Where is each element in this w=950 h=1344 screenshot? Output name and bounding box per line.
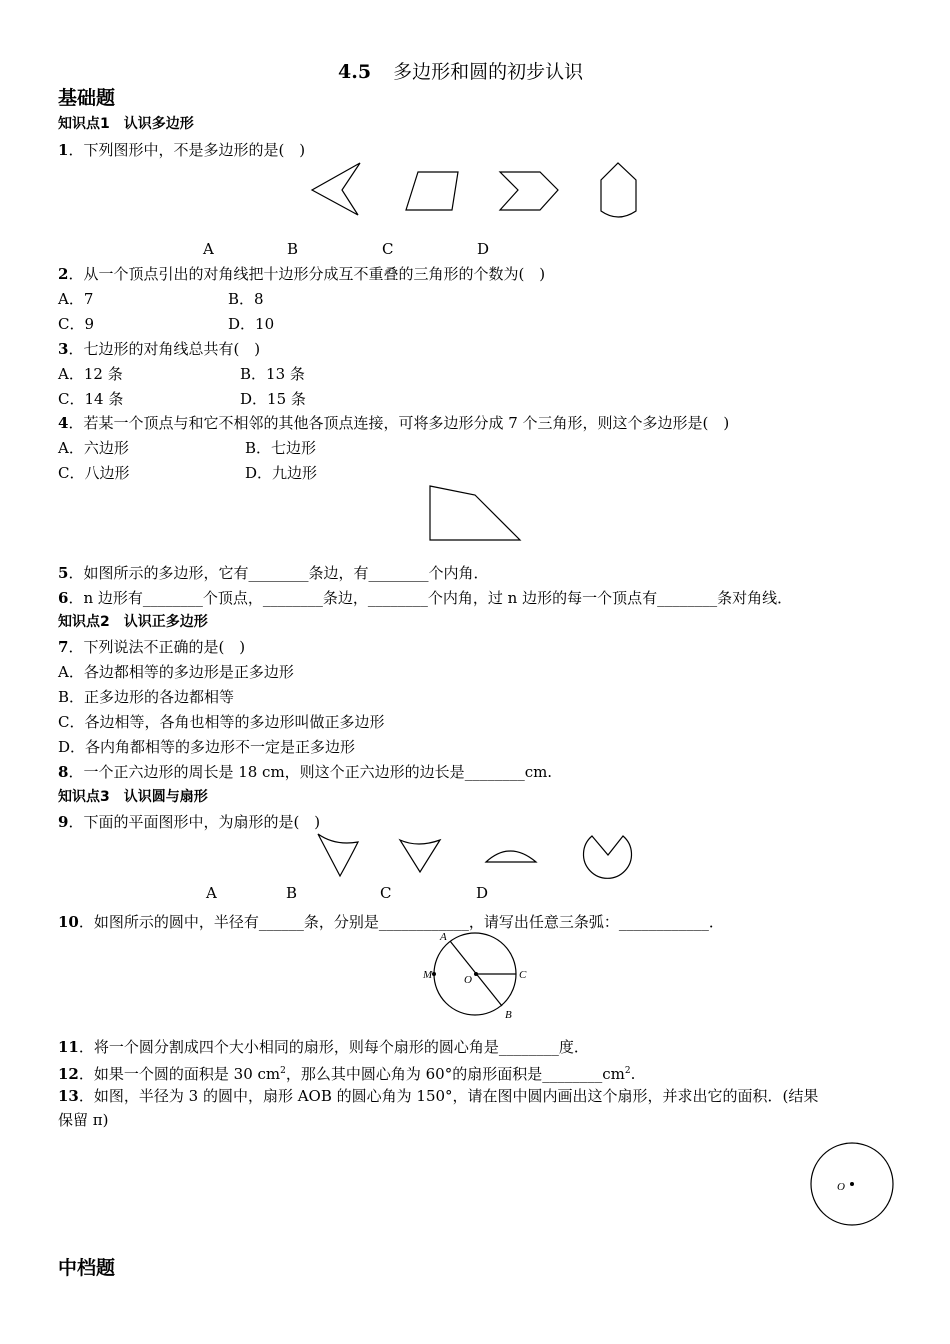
- q9-label-d: D: [476, 884, 489, 902]
- question-10: 10．如图所示的圆中，半径有______条，分别是____________，请写出任意三条弧：____________．: [58, 913, 724, 931]
- point-o-label: O: [464, 974, 472, 986]
- q1-label-a: A: [203, 240, 214, 258]
- q2-option-d: D．10: [228, 315, 275, 333]
- question-8: 8．一个正六边形的周长是 18 cm，则这个正六边形的边长是________cm.: [58, 763, 553, 781]
- question-13: 13．如图，半径为 3 的圆中，扇形 AOB 的圆心角为 150°，请在图中圆内画出这个扇形，并求出它的面积．(结果: [58, 1087, 819, 1105]
- q1-label-c: C: [382, 240, 394, 258]
- q9-label-c: C: [380, 884, 392, 902]
- q3-option-c: C．14 条: [58, 390, 124, 408]
- q7-option-d: D．各内角都相等的多边形不一定是正多边形: [58, 738, 356, 756]
- question-3: 3．七边形的对角线总共有( ): [58, 340, 261, 358]
- section-heading-mid: 中档题: [58, 1257, 116, 1279]
- question-5-quadrilateral-figure: [425, 482, 525, 544]
- question-13-continued: 保留 π): [58, 1111, 109, 1129]
- q9-label-a: A: [206, 884, 217, 902]
- shape-b-concave-triangle: [400, 840, 440, 872]
- point-c-label: C: [519, 969, 527, 981]
- shape-a-curved-triangle: [318, 834, 358, 876]
- question-1-shapes: [300, 155, 650, 225]
- question-12: 12．如果一个圆的面积是 30 $cm^2$，那么其中圆心角为 60°的扇形面积是$\_\_\_\_\_\_\_\_cm^2$.: [58, 1065, 636, 1083]
- question-2: 2．从一个顶点引出的对角线把十边形分成互不重叠的三角形的个数为( ): [58, 265, 546, 283]
- q4-option-a: A．六边形: [58, 439, 129, 457]
- page-title: 4.5 多边形和圆的初步认识: [338, 61, 584, 83]
- question-5: 5．如图所示的多边形，它有________条边，有________个内角．: [58, 564, 489, 582]
- question-1: 1．下列图形中，不是多边形的是( ): [58, 141, 306, 159]
- knowledge-point-3: 知识点3 认识圆与扇形: [58, 789, 208, 805]
- center-o-label: O: [837, 1181, 845, 1193]
- question-10-circle-figure: [415, 928, 535, 1023]
- q2-option-a: A．7: [58, 290, 94, 308]
- q1-label-b: B: [287, 240, 299, 258]
- q2-option-c: C．9: [58, 315, 95, 333]
- q7-option-c: C．各边相等，各角也相等的多边形叫做正多边形: [58, 713, 385, 731]
- knowledge-point-1: 知识点1 认识多边形: [58, 116, 194, 132]
- q3-option-b: B．13 条: [240, 365, 305, 383]
- section-heading-basic: 基础题: [58, 87, 116, 109]
- q4-option-d: D．九边形: [245, 464, 318, 482]
- question-9-shapes: [310, 830, 640, 885]
- q9-label-b: B: [286, 884, 298, 902]
- question-11: 11．将一个圆分割成四个大小相同的扇形，则每个扇形的圆心角是________度．: [58, 1038, 589, 1056]
- shape-a-arrowhead: [312, 163, 360, 215]
- question-4: 4．若某一个顶点与和它不相邻的其他各顶点连接，可将多边形分成 7 个三角形，则这个多边形是( ): [58, 414, 730, 432]
- question-13-circle-figure: [805, 1138, 900, 1233]
- q1-label-d: D: [477, 240, 490, 258]
- q3-option-d: D．15 条: [240, 390, 306, 408]
- question-7: 7．下列说法不正确的是( ): [58, 638, 246, 656]
- q7-option-b: B．正多边形的各边都相等: [58, 688, 235, 706]
- q4-option-b: B．七边形: [245, 439, 317, 457]
- point-b-label: B: [505, 1009, 512, 1021]
- question-9: 9．下面的平面图形中，为扇形的是( ): [58, 813, 321, 831]
- q4-option-c: C．八边形: [58, 464, 130, 482]
- knowledge-point-2: 知识点2 认识正多边形: [58, 614, 208, 630]
- shape-d-curved-pentagon: [601, 163, 636, 217]
- shape-c-segment: [486, 851, 536, 862]
- q7-option-a: A．各边都相等的多边形是正多边形: [58, 663, 294, 681]
- shape-b-parallelogram: [406, 172, 458, 210]
- shape-d-sector: [584, 836, 632, 878]
- shape-c-chevron: [500, 172, 558, 210]
- q2-option-b: B．8: [228, 290, 264, 308]
- point-a-label: A: [440, 931, 447, 943]
- q3-option-a: A．12 条: [58, 365, 123, 383]
- question-6: 6．n 边形有________个顶点，________条边，________个内角，过 n 边形的每一个顶点有________条对角线．: [58, 589, 793, 607]
- point-m-label: M: [423, 969, 433, 981]
